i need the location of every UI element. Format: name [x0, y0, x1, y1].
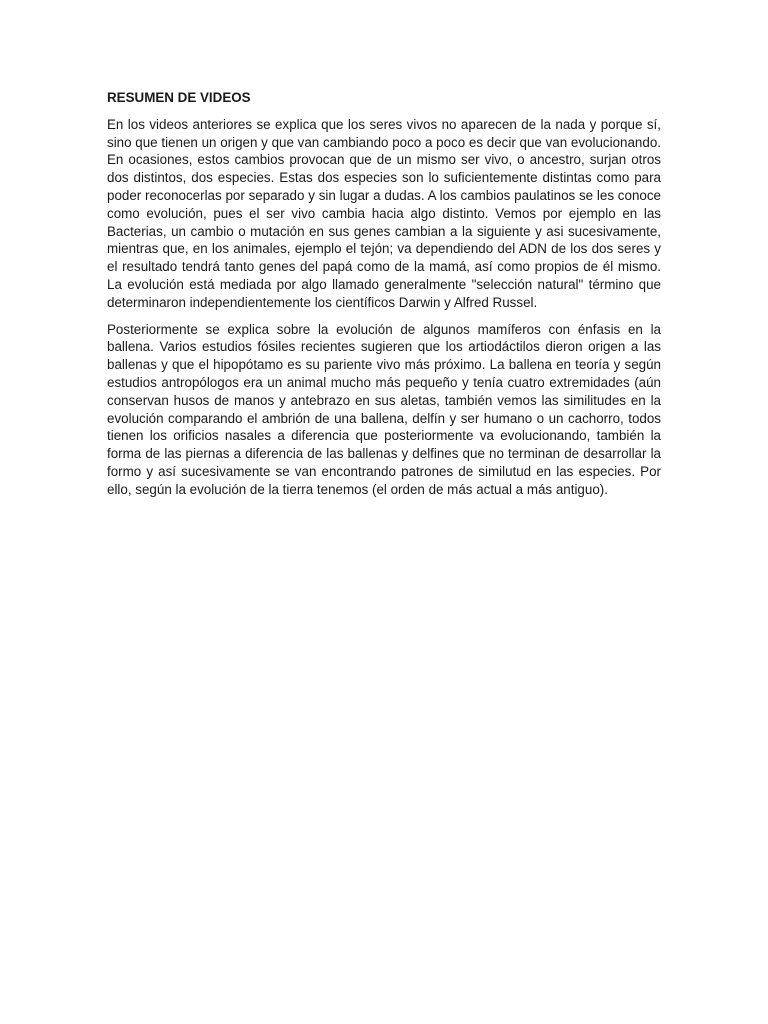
document-body — [107, 89, 661, 508]
paragraph-1: En los videos anteriores se explica que los seres vivos no aparecen de la nada y porque sí, sino que tienen un origen y que van cambiando poco a poco es decir que van evolucionando. En ocasiones, estos cambios provocan que de un mismo ser vivo, o ancestro, surjan otros dos distintos, dos especies. Estas dos especies son lo suficientemente distintas como para poder reconocerlas por separado y sin lugar a dudas. A los cambios paulatinos se les conoce como evolución, pues el ser vivo cambia hacia algo distinto. Vemos por ejemplo en las Bacterias, un cambio o mutación en sus genes cambian a la siguiente y asi sucesivamente, mientras que, en los animales, ejemplo el tejón; va dependiendo del ADN de los dos seres y el resultado tendrá tanto genes del papá como de la mamá, así como propios de él mismo. La evolución está mediada por algo llamado generalmente "selección natural" término que determinaron independientemente los científicos Darwin y Alfred Russel. — [107, 116, 661, 310]
document-title: RESUMEN DE VIDEOS — [107, 90, 251, 105]
paragraph-2: Posteriormente se explica sobre la evolución de algunos mamíferos con énfasis en la ballena. Varios estudios fósiles recientes sugieren que los artiodáctilos dieron origen a las ballenas y que el hipopótamo es su pariente vivo más próximo. La ballena en teoría y según estudios antropólogos era un animal mucho más pequeño y tenía cuatro extremidades (aún conservan husos de manos y antebrazo en sus aletas, también vemos las similitudes en la evolución comparando el ambrión de una ballena, delfín y ser humano o un cachorro, todos tienen los orificios nasales a diferencia que posteriormente va evolucionando, también la forma de las piernas a diferencia de las ballenas y delfines que no terminan de desarrollar la formo y así sucesivamente se van encontrando patrones de similutud en las especies. Por ello, según la evolución de la tierra tenemos (el orden de más actual a más antiguo). — [107, 321, 661, 497]
